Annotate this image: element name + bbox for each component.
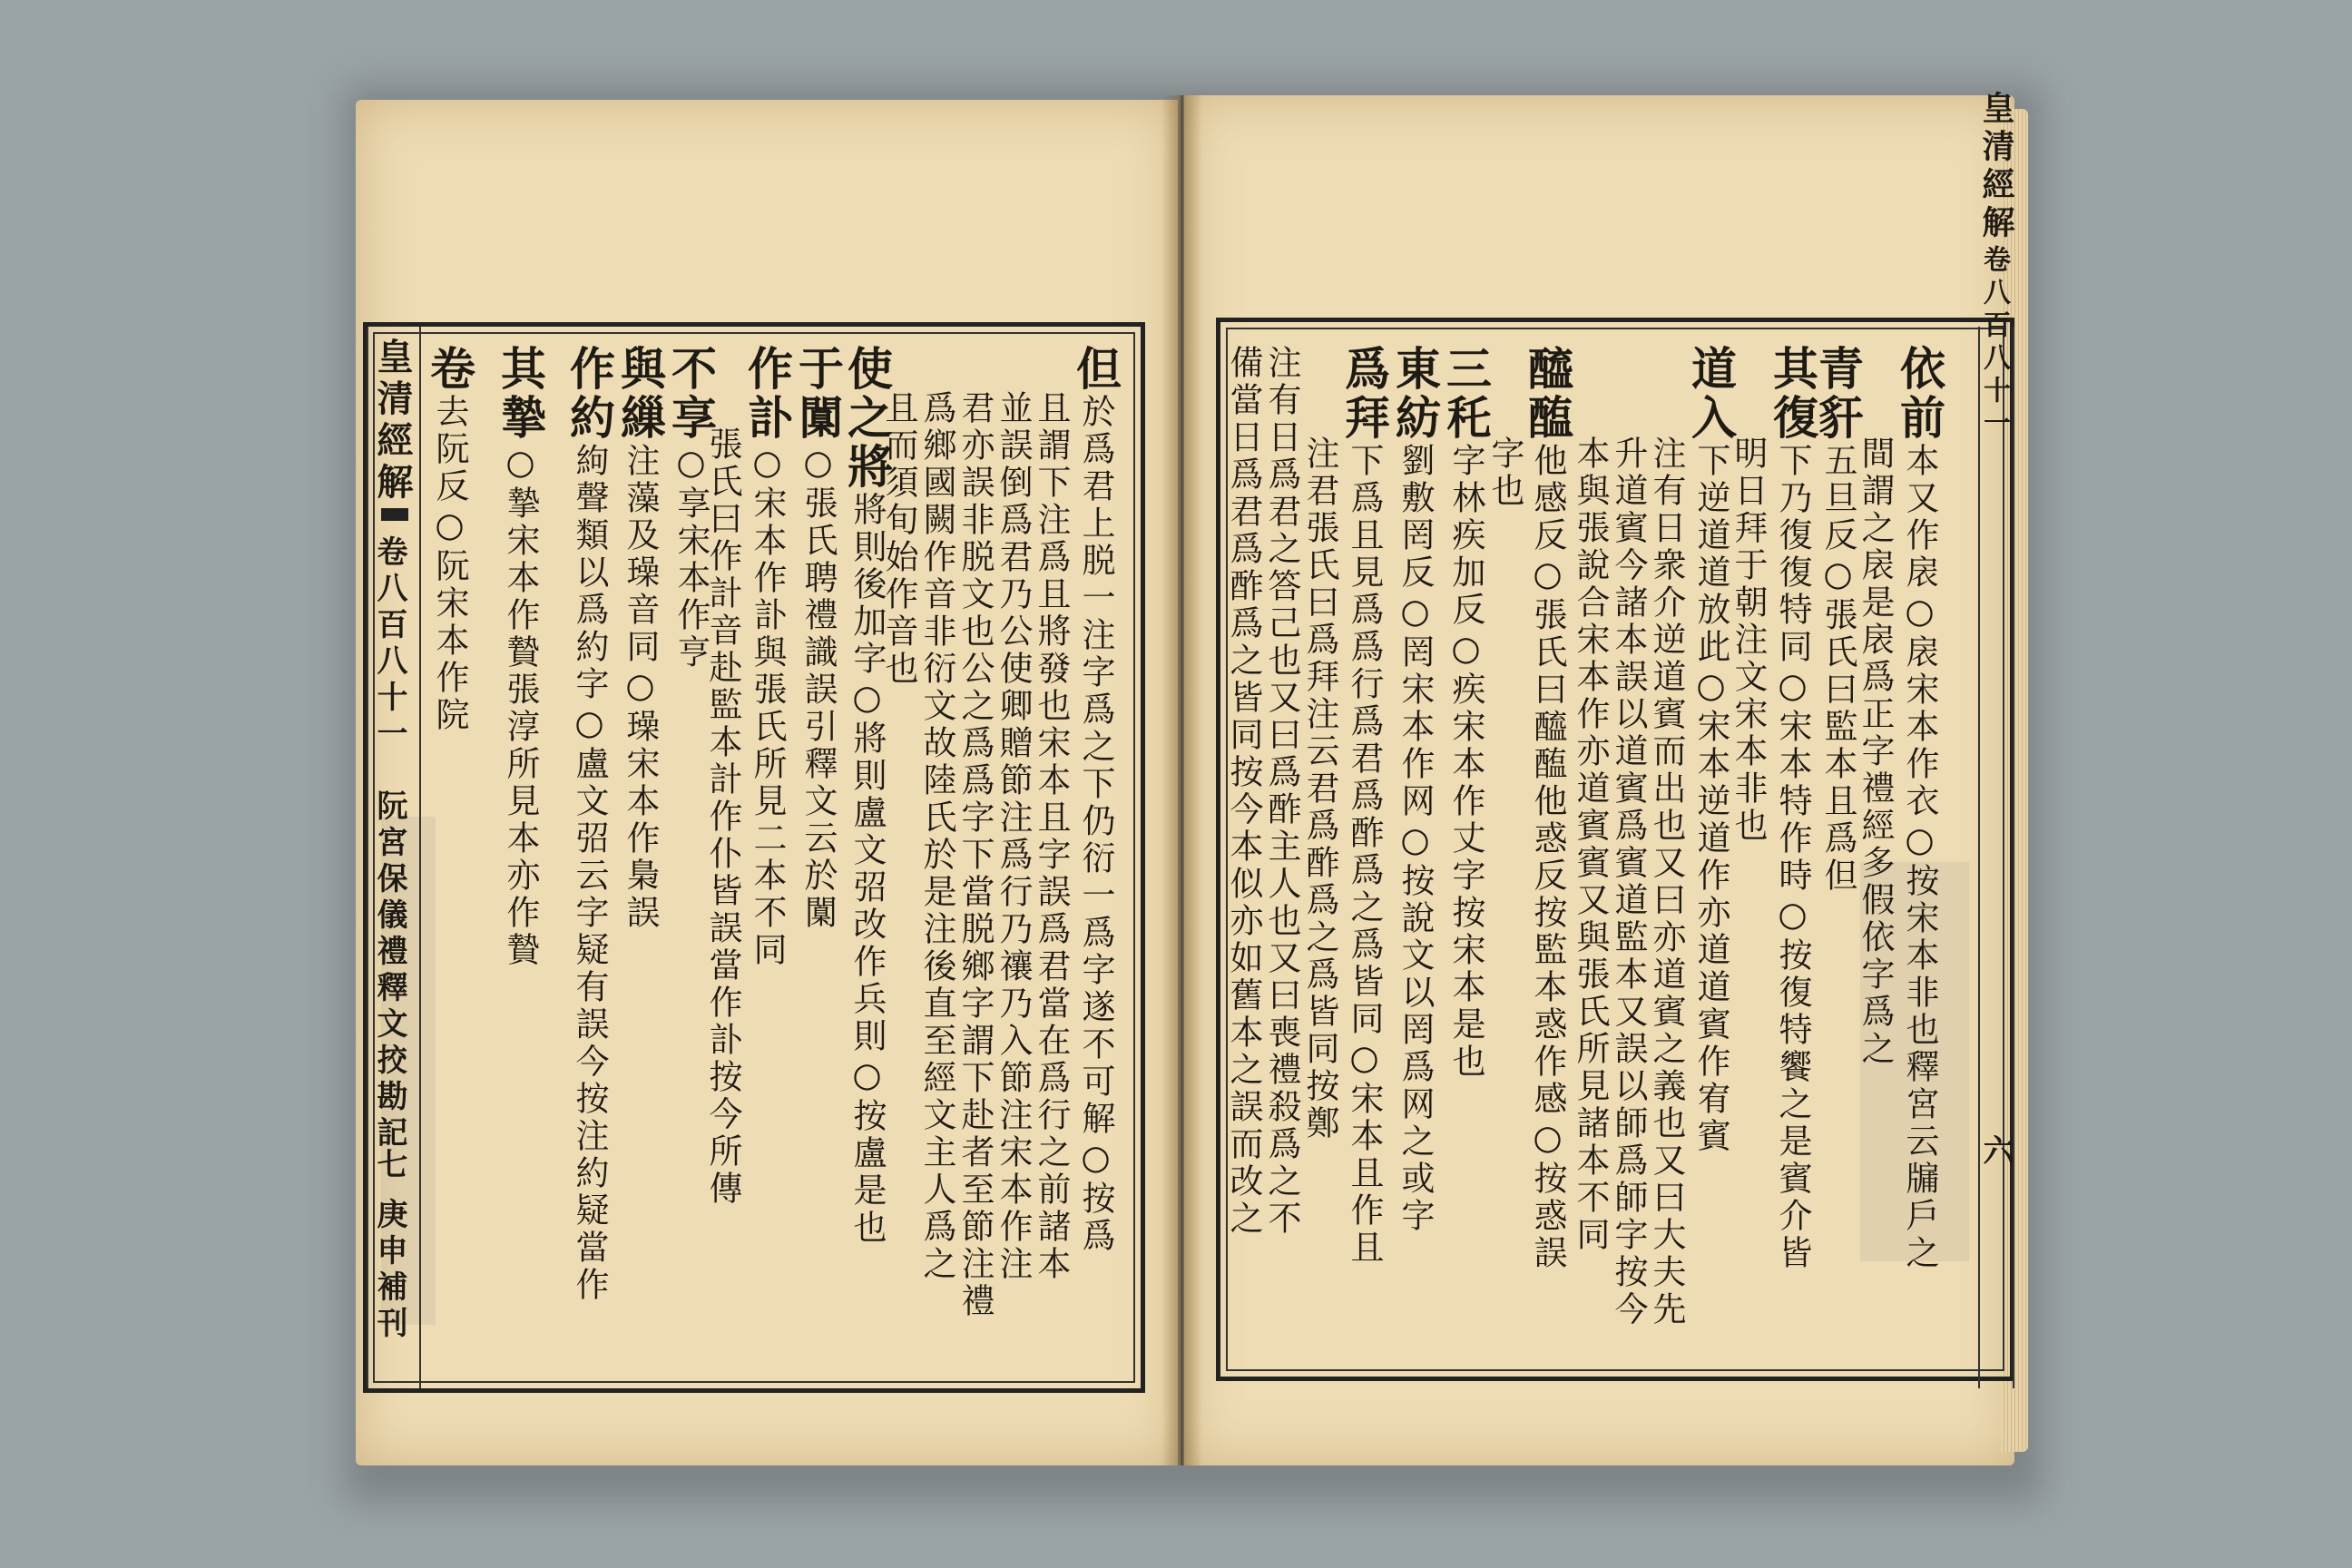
right-col-5	[1729, 436, 1768, 845]
right-margin-num: 六	[1977, 1134, 2014, 1171]
right-col-15-text: 注君張氏曰爲拜注云君爲酢爲之爲皆同按鄭	[1300, 436, 1339, 1142]
right-margin-title: 皇清經解	[1977, 91, 2015, 243]
left-col-13-head: 作約	[563, 345, 616, 443]
left-col-8-text: ○張氏聘禮識誤引釋文云於闑	[799, 443, 838, 932]
right-col-9	[1571, 436, 1610, 1254]
left-col-15-text: 去阮反○阮宋本作院	[430, 394, 469, 734]
left-col-2-text: 且謂下注爲且將發也宋本且字誤爲君當在爲行之前諸本	[1032, 390, 1071, 1283]
right-col-1-head: 依前	[1893, 345, 1946, 443]
left-col-12-head: 與繅	[613, 345, 667, 443]
right-col-4	[1766, 345, 1819, 1272]
right-col-10-head: 醯醢	[1521, 345, 1574, 443]
left-margin-book: 阮宮保儀禮釋文挍勘記	[371, 789, 407, 1152]
left-col-11-text: ○享宋本作亨	[671, 443, 710, 671]
right-col-13	[1388, 345, 1442, 1235]
right-col-14	[1338, 345, 1391, 1267]
right-col-7-text: 注有日衆介逆道賓而出也又曰亦道賓之義也又曰大夫先	[1647, 436, 1686, 1328]
left-col-10-text: 張氏曰作計音赴監本計作仆皆誤當作訃按今所傳	[703, 426, 742, 1208]
right-col-9-text: 本與張說合宋本作亦道賓賓又與張氏所見諸本不同	[1571, 436, 1610, 1254]
left-col-4-text: 君亦誤非脱文也公之爲爲字下當脱鄉字謂下赴者至節注禮	[956, 390, 995, 1320]
left-col-14-text: ○摯宋本作贄張淳所見本亦作贄	[501, 443, 540, 969]
left-col-12-text: 注藻及璪音同○璪宋本作梟誤	[621, 443, 660, 932]
right-col-6-text: 下逆道道放此○宋本逆道作亦道道賓作宥賓	[1691, 443, 1730, 1155]
right-col-8-text: 升道賓今諸本誤以道賓爲賓道監本又誤以師爲師字按今	[1609, 436, 1648, 1328]
left-col-13	[563, 345, 616, 1304]
right-col-6-head: 道入	[1684, 345, 1738, 443]
left-col-1-text: 於爲君上脱一注字爲之下仍衍一爲字遂不可解○按爲	[1076, 394, 1115, 1255]
left-col-15	[423, 345, 476, 734]
right-col-17	[1224, 345, 1263, 1238]
right-col-12-text: 字林疾加反○疾宋本作丈字按宋本是也	[1446, 443, 1485, 1081]
right-col-11-text: 字也	[1485, 436, 1524, 510]
right-col-10	[1521, 345, 1574, 1272]
right-col-8	[1609, 436, 1648, 1328]
left-col-13-text: 絇聲類以爲約字○盧文弨云字疑有誤今按注約疑當作	[570, 443, 609, 1304]
right-col-3-text: 五旦反○張氏曰監本且爲但	[1818, 443, 1857, 895]
left-col-9-text: ○宋本作訃與張氏所見二本不同	[748, 443, 787, 969]
left-col-14-head: 其摯	[494, 345, 547, 443]
right-col-12-head: 三秅	[1439, 345, 1493, 443]
right-col-3	[1811, 345, 1865, 895]
left-col-9-head: 作訃	[740, 345, 794, 443]
left-col-3	[994, 390, 1033, 1283]
left-col-4	[956, 390, 995, 1320]
right-col-1-text: 本又作扆○扆宋本作衣○按宋本非也釋宮云牖戶之	[1900, 443, 1939, 1272]
right-col-13-head: 東紡	[1388, 345, 1442, 443]
right-center-margin	[1978, 327, 2014, 1388]
left-col-5-text: 爲鄉國闕作音非衍文故陸氏於是注後直至經文主人爲之	[917, 390, 956, 1283]
right-col-16	[1262, 345, 1301, 1238]
left-col-8	[791, 345, 845, 932]
right-col-13-text: 劉敷罔反○罔宋本作网○按說文以罔爲网之或字	[1396, 443, 1435, 1235]
right-col-15	[1300, 436, 1339, 1142]
right-col-16-text: 注有日爲君之答己也又曰爲酢主人也又曰喪禮殺爲之不	[1262, 345, 1301, 1238]
left-col-5	[917, 390, 956, 1283]
right-col-17-text: 備當日爲君爲酢爲之皆同按今本似亦如舊本之誤而改之	[1224, 345, 1263, 1238]
left-col-2	[1032, 390, 1071, 1283]
right-col-14-text: 下爲且見爲爲行爲君爲酢爲之爲皆同○宋本且作且	[1345, 443, 1384, 1267]
right-col-7	[1647, 436, 1686, 1328]
left-col-11	[664, 345, 718, 671]
left-col-9	[740, 345, 794, 969]
left-col-3-text: 並誤倒爲君乃公使卿贈節注爲行乃禳乃入節注宋本作注	[994, 390, 1033, 1283]
right-col-5-text: 明日拜于朝注文宋本非也	[1729, 436, 1768, 845]
right-col-1	[1893, 345, 1946, 1272]
left-margin-num: 七	[371, 1148, 407, 1184]
left-col-8-head: 于闑	[791, 345, 845, 443]
left-col-1	[1069, 345, 1122, 1255]
left-col-7-head: 使之將	[840, 345, 894, 492]
right-col-12	[1439, 345, 1493, 1081]
left-col-1-head: 但	[1069, 345, 1122, 394]
right-col-6	[1684, 345, 1738, 1155]
left-col-7-text: 將則後加字○將則盧文弨改作兵則○按盧是也	[848, 492, 887, 1247]
book-gutter	[1161, 95, 1202, 1465]
right-col-11	[1485, 436, 1524, 510]
left-margin-vol: 卷八百八十一	[371, 535, 407, 753]
left-col-12	[613, 345, 667, 932]
left-fishtail	[381, 508, 408, 521]
right-col-2-text: 間謂之扆是扆爲正字禮經多假依字爲之	[1856, 436, 1895, 1068]
left-col-11-head: 不享	[664, 345, 718, 443]
right-col-4-head: 其復	[1766, 345, 1819, 443]
left-col-6-text: 且而須旬始作音也	[879, 390, 918, 688]
right-col-2	[1856, 436, 1895, 1068]
right-margin-vol: 卷八百八十一	[1978, 245, 2010, 441]
left-col-14	[494, 345, 547, 969]
left-margin-print: 庚申補刊	[371, 1198, 407, 1343]
right-col-10-text: 他感反○張氏曰醯醢他惑反按監本惑作感○按惑誤	[1528, 443, 1567, 1272]
left-margin-title: 皇清經解	[371, 338, 414, 505]
right-col-14-head: 爲拜	[1338, 345, 1391, 443]
right-col-4-text: 下乃復復特同○宋本特作時○按復特饗之是賓介皆	[1773, 443, 1812, 1272]
left-col-7	[840, 345, 894, 1247]
left-col-15-head: 卷	[423, 345, 476, 394]
right-col-3-head: 青豻	[1811, 345, 1865, 443]
